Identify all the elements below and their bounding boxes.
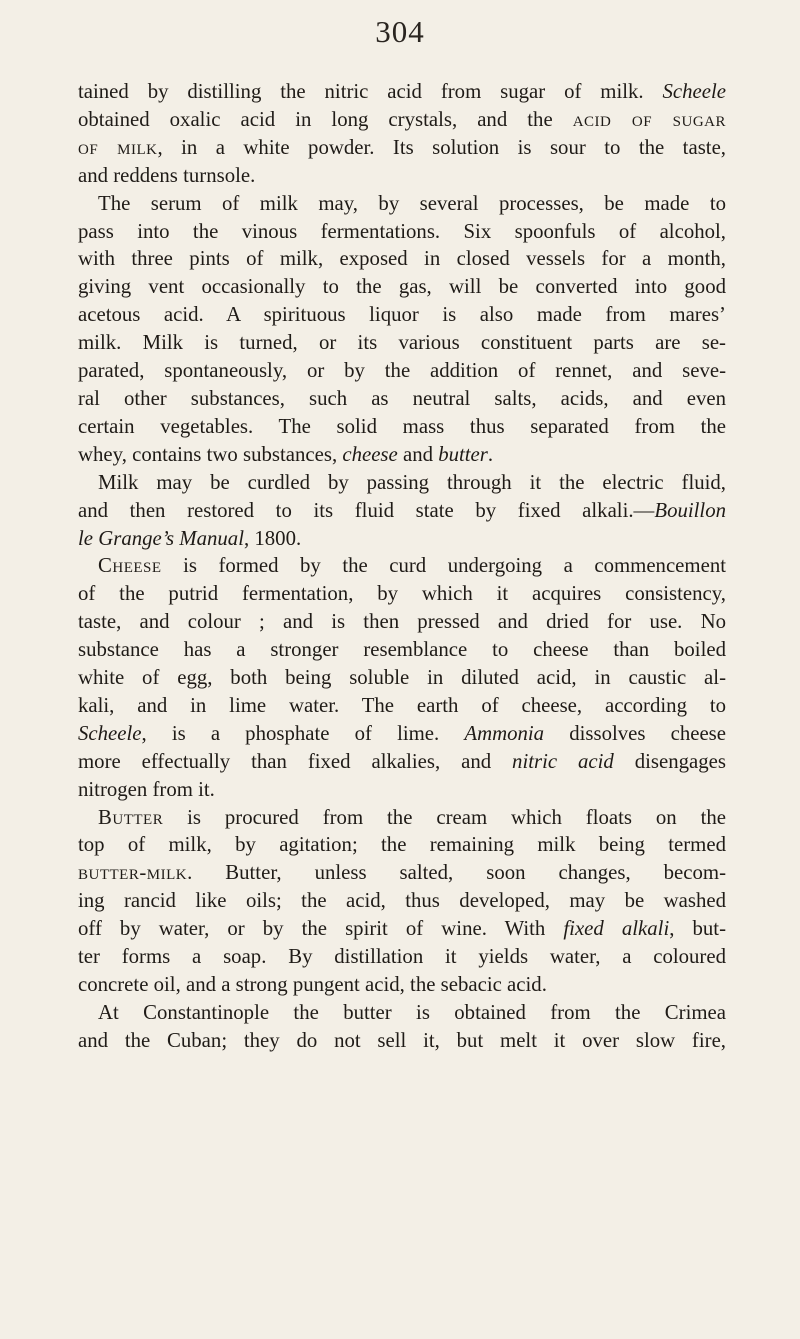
text-line [78,720,726,748]
text-line [78,78,726,106]
text-line [78,497,726,525]
text-line [78,664,726,692]
text-run: The serum of milk may, by several processes, be made to [98,191,726,215]
text-run: ter forms a soap. By distillation it yields water, a coloured [78,945,726,969]
italic-text: le Grange’s Manual [78,526,244,550]
text-run: obtained oxalic acid in long crystals, and the [78,107,573,131]
text-run: is formed by the curd undergoing a commencement [161,554,726,578]
text-line [78,329,726,357]
italic-text: fixed alkali [563,917,670,941]
text-run: off by water, or by the spirit of wine. With [78,917,564,941]
text-line [78,580,726,608]
text-run: and [397,442,439,466]
text-run: milk. Milk is turned, or its various constituent parts are se- [78,331,726,355]
text-run: and the Cuban; they do not sell it, but melt it over slow fire, [78,1028,726,1052]
text-run: , but- [669,917,726,941]
small-caps-text: of milk [78,135,158,159]
text-line [78,301,726,329]
text-run: . [487,442,494,466]
text-run: tained by distilling the nitric acid from sugar of milk. [78,80,663,103]
text-run: top of milk, by agitation; the remaining milk being termed [78,833,726,857]
text-run: white of egg, both being soluble in diluted acid, in caustic al- [78,666,726,690]
text-line [78,636,726,664]
text-line [78,106,726,134]
text-line [78,441,726,469]
text-run: is procured from the cream which floats on the [163,805,726,829]
page-number: 304 [375,14,425,49]
text-run: At Constantinople the butter is obtained from the Crimea [98,1000,726,1024]
text-run: nitrogen from it. [78,777,215,801]
text-line [78,552,726,580]
text-run: , in a white powder. Its solution is sour to the taste, [157,135,726,159]
text-run: taste, and colour ; and is then pressed and dried for use. No [78,610,726,634]
text-run: concrete oil, and a strong pungent acid, the sebacic acid. [78,973,547,996]
text-line [78,190,726,218]
text-line [78,245,726,273]
text-run: with three pints of milk, exposed in closed vessels for a month, [78,247,726,271]
text-line [78,943,726,971]
text-line [78,469,726,497]
text-run: . Butter, unless salted, soon changes, becom- [187,861,726,885]
text-line [78,134,726,162]
text-run: ing rancid like oils; the acid, thus developed, may be washed [78,889,726,913]
text-run: dissolves cheese [544,721,727,745]
text-run: giving vent occasionally to the gas, will be converted into good [78,275,726,299]
text-line [78,273,726,301]
text-run: certain vegetables. The solid mass thus separated from the [78,414,726,438]
text-run: disengages [613,749,726,773]
small-caps-text: acid of sugar [572,107,726,131]
text-run: , 1800. [243,526,302,550]
text-line [78,887,726,915]
text-line [78,692,726,720]
text-line [78,804,726,832]
text-line [78,608,726,636]
small-caps-text: Butter [98,805,164,829]
small-caps-text: butter-milk [78,861,188,885]
text-line [78,413,726,441]
text-line [78,999,726,1027]
text-line [78,357,726,385]
text-run: acetous acid. A spirituous liquor is also made from mares’ [78,303,726,327]
text-run: , is a phosphate of lime. [141,721,465,745]
text-run: whey, contains two substances, [78,442,343,466]
italic-text: Scheele [662,80,726,103]
text-line [78,831,726,859]
text-line [78,1027,726,1055]
text-run: and reddens turnsole. [78,163,256,187]
text-line [78,748,726,776]
italic-text: cheese [342,442,398,466]
text-line [78,859,726,887]
text-line [78,162,726,190]
text-line [78,971,726,999]
text-line [78,776,726,804]
text-run: parated, spontaneously, or by the addition of rennet, and seve- [78,359,726,383]
italic-text: Bouillon [654,498,726,522]
text-line [78,218,726,246]
text-run: and then restored to its fluid state by fixed alkali.— [78,498,655,522]
text-run: ral other substances, such as neutral salts, acids, and even [78,386,726,410]
text-run: Milk may be curdled by passing through it the electric fluid, [98,470,726,494]
text-run: substance has a stronger resemblance to cheese than boiled [78,638,726,662]
text-line [78,385,726,413]
body-text [78,78,726,1055]
text-run: of the putrid fermentation, by which it acquires consistency, [78,582,726,606]
text-line [78,525,726,553]
italic-text: Scheele [78,721,142,745]
text-run: pass into the vinous fermentations. Six spoonfuls of alcohol, [78,219,726,243]
text-run: more effectually than fixed alkalies, and [78,749,513,773]
text-line [78,915,726,943]
text-run: kali, and in lime water. The earth of cheese, according to [78,693,726,717]
small-caps-text: Cheese [98,554,162,578]
italic-text: Ammonia [464,721,545,745]
italic-text: butter [438,442,488,466]
italic-text: nitric acid [512,749,614,773]
